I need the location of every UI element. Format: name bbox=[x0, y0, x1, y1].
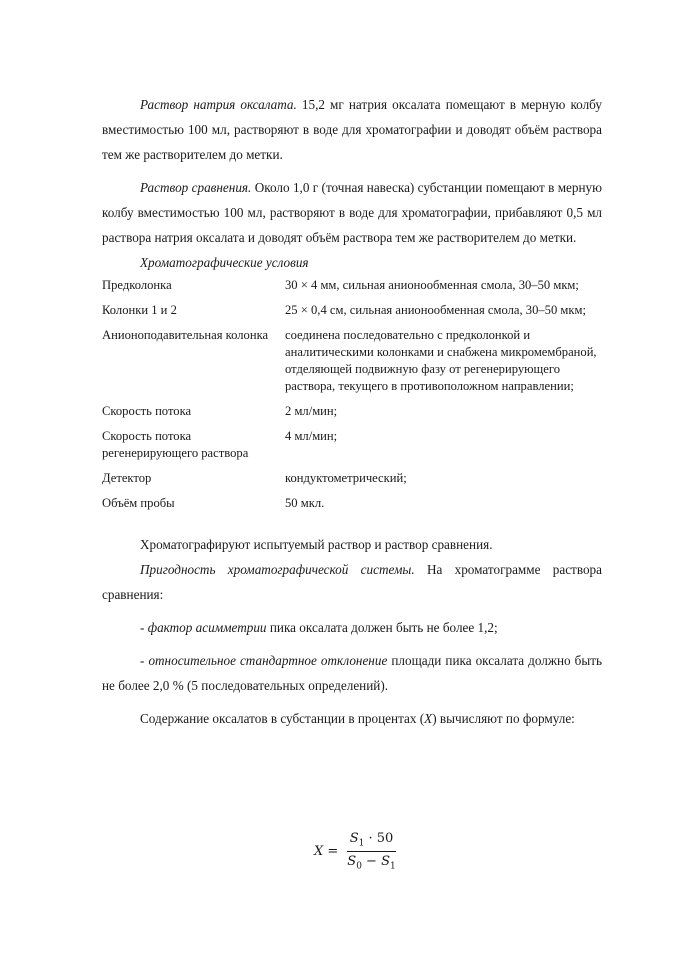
paragraph-label: Раствор сравнения. bbox=[140, 180, 252, 195]
list-dash: - bbox=[140, 620, 148, 635]
condition-key: Предколонка bbox=[102, 278, 172, 292]
condition-key: Анионоподавительная колонка bbox=[102, 328, 269, 342]
table-row bbox=[102, 327, 602, 403]
formula bbox=[314, 831, 399, 871]
paragraph-calculation bbox=[102, 706, 602, 731]
paragraph-label: фактор асимметрии bbox=[147, 620, 267, 635]
paragraph-text: Около 1,0 г (точная навеска) субстанции помещают в мерную колбу вместимостью 100 мл, растворяют в воде для хроматографии, прибавляют 0,5 мл раствора натрия оксалата и доводят объём раствора тем же растворителем до метки. bbox=[102, 180, 602, 245]
condition-key: Скорость потока регенерирующего раствора bbox=[102, 429, 249, 460]
paragraph-text: 15,2 мг натрия оксалата помещают в мерную колбу вместимостью 100 мл, растворяют в воде для хроматографии и доводят объём раствора тем же растворителем до метки. bbox=[102, 97, 602, 162]
table-row bbox=[102, 277, 602, 302]
paragraph-sodium-oxalate-solution bbox=[102, 92, 602, 167]
table-row bbox=[102, 302, 602, 327]
formula-denominator bbox=[344, 852, 398, 872]
paragraph-rsd bbox=[102, 648, 602, 698]
paragraph-text: пика оксалата должен быть не более 1,2; bbox=[266, 620, 498, 635]
formula-subscript: 1 bbox=[358, 838, 365, 849]
formula-text: − S bbox=[361, 853, 390, 869]
formula-numerator bbox=[347, 831, 397, 852]
condition-key: Колонки 1 и 2 bbox=[102, 303, 177, 317]
formula-lhs: X = bbox=[314, 843, 339, 859]
formula-text: · 50 bbox=[364, 831, 394, 846]
condition-value: 30 × 4 мм, сильная анионообменная смола, 30–50 мкм; bbox=[285, 278, 579, 292]
formula-subscript: 1 bbox=[390, 861, 396, 872]
table-row bbox=[102, 470, 602, 495]
document-page bbox=[102, 92, 602, 731]
conditions-title: Хроматографические условия bbox=[140, 255, 309, 270]
condition-value: 50 мкл. bbox=[285, 496, 325, 510]
formula-symbol: S bbox=[347, 853, 357, 869]
condition-value: 4 мл/мин; bbox=[285, 429, 338, 443]
conditions-table bbox=[102, 277, 602, 520]
formula-symbol: S bbox=[349, 831, 359, 846]
condition-value: 25 × 0,4 см, сильная анионообменная смола, 30–50 мкм; bbox=[285, 303, 586, 317]
paragraph-text: площади пика оксалата должно быть не более 2,0 % (5 последовательных определений). bbox=[102, 653, 602, 693]
condition-key: Объём пробы bbox=[102, 496, 175, 510]
paragraph-label: относительное стандартное отклонение bbox=[148, 653, 388, 668]
paragraph-text: Содержание оксалатов в субстанции в процентах ( bbox=[140, 711, 425, 726]
paragraph-label: Раствор натрия оксалата. bbox=[140, 97, 297, 112]
paragraph-text: ) вычисляют по формуле: bbox=[432, 711, 575, 726]
condition-value: соединена последовательно с предколонкой и аналитическими колонками и снабжена микромембраной, отделяющей подвижную фазу от регенерирующего раствора, текущего в противоположном направлении; bbox=[285, 328, 597, 393]
table-row bbox=[102, 428, 602, 470]
table-row bbox=[102, 495, 602, 520]
table-row bbox=[102, 403, 602, 428]
list-dash: - bbox=[140, 653, 149, 668]
formula-fraction bbox=[344, 831, 398, 871]
paragraph-asymmetry-factor bbox=[102, 615, 602, 640]
paragraph-text: На хроматограмме раствора сравнения: bbox=[102, 562, 602, 602]
paragraph-label: Пригодность хроматографической системы. bbox=[140, 562, 415, 577]
condition-key: Детектор bbox=[102, 471, 152, 485]
condition-value: кондуктометрический; bbox=[285, 471, 407, 485]
paragraph-system-suitability bbox=[102, 557, 602, 607]
paragraph-chromatograph: Хроматографируют испытуемый раствор и раствор сравнения. bbox=[140, 537, 493, 552]
condition-key: Скорость потока bbox=[102, 404, 192, 418]
variable-x: X bbox=[424, 711, 433, 726]
condition-value: 2 мл/мин; bbox=[285, 404, 338, 418]
formula-subscript: 0 bbox=[356, 861, 362, 872]
paragraph-reference-solution bbox=[102, 175, 602, 250]
